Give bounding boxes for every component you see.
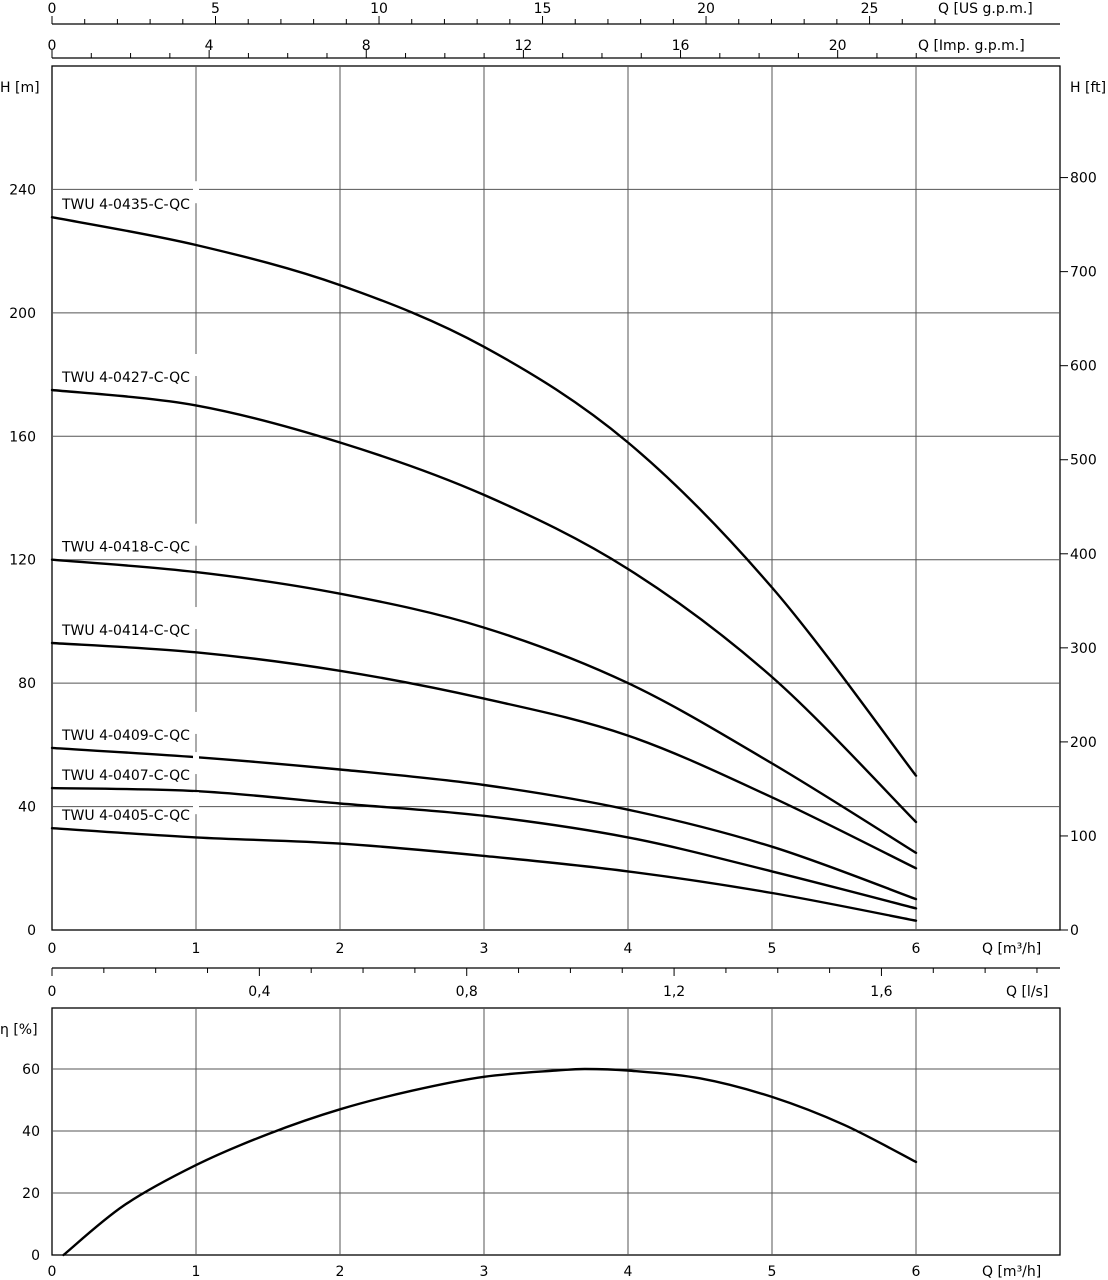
- top-axis-us-tick-label: 15: [533, 1, 552, 17]
- series-label: TWU 4-0407-C-QC: [62, 768, 190, 785]
- label-gap-mask: [193, 792, 199, 814]
- y-left-axis-label: H [m]: [0, 80, 40, 96]
- top-axis-us-tick-label: 20: [697, 1, 715, 17]
- x-axis-label: Q [m³/h]: [982, 941, 1042, 957]
- y-right-tick-label: 100: [1070, 828, 1097, 845]
- label-gap-mask: [193, 524, 199, 546]
- efficiency-x-tick-label: 2: [335, 1264, 345, 1280]
- label-gap-mask: [193, 354, 199, 376]
- efficiency-x-tick-label: 3: [479, 1264, 489, 1280]
- y-left-tick-label: 80: [18, 676, 36, 693]
- label-gap-mask: [193, 752, 199, 774]
- y-right-tick-label: 300: [1070, 640, 1097, 657]
- top-axis-imp-label: Q [Imp. g.p.m.]: [918, 38, 1025, 54]
- efficiency-y-tick-label: 60: [22, 1062, 40, 1078]
- top-axis-imp-tick-label: 4: [204, 38, 214, 54]
- head-plot-frame: [52, 66, 1060, 930]
- y-left-tick-label: 0: [27, 923, 36, 939]
- y-right-tick-label: 500: [1070, 452, 1097, 469]
- efficiency-y-axis-label: η [%]: [0, 1022, 38, 1038]
- y-right-tick-label: 700: [1070, 264, 1097, 281]
- top-axis-imp-tick-label: 12: [514, 38, 533, 54]
- y-right-tick-label: 800: [1070, 170, 1097, 187]
- x-tick-label: 1: [191, 941, 201, 957]
- ls-axis-tick-label: 1,6: [870, 984, 893, 1000]
- series-label: TWU 4-0405-C-QC: [62, 808, 190, 825]
- efficiency-y-tick-label: 20: [22, 1186, 40, 1202]
- ls-axis-tick-label: 1,2: [662, 984, 686, 1000]
- top-axis-imp-tick-label: 8: [361, 38, 371, 54]
- y-right-tick-label: 0: [1070, 923, 1079, 939]
- x-tick-label: 3: [479, 941, 489, 957]
- top-axis-imp-tick-label: 20: [828, 38, 847, 54]
- efficiency-x-tick-label: 4: [623, 1264, 633, 1280]
- series-label: TWU 4-0435-C-QC: [62, 197, 190, 214]
- ls-axis-tick-label: 0,8: [455, 984, 478, 1000]
- y-right-axis-label: H [ft]: [1070, 80, 1107, 96]
- top-axis-us-label: Q [US g.p.m.]: [938, 1, 1033, 17]
- efficiency-x-tick-label: 1: [191, 1264, 201, 1280]
- top-axis-imp-tick-label: 16: [671, 38, 690, 54]
- y-left-tick-label: 120: [9, 552, 36, 569]
- ls-axis-tick-label: 0,4: [248, 984, 271, 1000]
- x-tick-label: 0: [47, 941, 57, 957]
- y-left-tick-label: 200: [9, 305, 36, 322]
- label-gap-mask: [193, 712, 199, 734]
- efficiency-y-tick-label: 0: [31, 1248, 40, 1264]
- x-tick-label: 6: [911, 941, 921, 957]
- efficiency-x-tick-label: 5: [767, 1264, 777, 1280]
- top-axis-us-tick-label: 25: [860, 1, 879, 17]
- top-axis-us-tick-label: 10: [370, 1, 388, 17]
- ls-axis-tick-label: 0: [47, 984, 57, 1000]
- efficiency-x-tick-label: 6: [911, 1264, 921, 1280]
- x-tick-label: 2: [335, 941, 345, 957]
- efficiency-y-tick-label: 40: [22, 1124, 40, 1140]
- series-label: TWU 4-0409-C-QC: [62, 727, 190, 744]
- efficiency-x-tick-label: 0: [47, 1264, 57, 1280]
- top-axis-us-tick-label: 0: [47, 1, 57, 17]
- y-left-tick-label: 40: [18, 799, 36, 816]
- y-right-tick-label: 400: [1070, 546, 1097, 563]
- x-tick-label: 4: [623, 941, 633, 957]
- y-right-tick-label: 600: [1070, 358, 1097, 375]
- label-gap-mask: [193, 181, 199, 203]
- label-gap-mask: [193, 607, 199, 629]
- series-label: TWU 4-0414-C-QC: [62, 623, 190, 640]
- top-axis-us-tick-label: 5: [211, 1, 220, 17]
- efficiency-x-axis-label: Q [m³/h]: [982, 1264, 1042, 1280]
- ls-axis-label: Q [l/s]: [1006, 984, 1049, 1000]
- x-tick-label: 5: [767, 941, 777, 957]
- top-axis-imp-tick-label: 0: [47, 38, 57, 54]
- series-label: TWU 4-0427-C-QC: [62, 370, 190, 386]
- y-right-tick-label: 200: [1070, 734, 1097, 751]
- y-left-tick-label: 240: [9, 182, 36, 199]
- efficiency-curve: [64, 1069, 917, 1255]
- y-left-tick-label: 160: [9, 429, 36, 446]
- series-label: TWU 4-0418-C-QC: [62, 539, 190, 556]
